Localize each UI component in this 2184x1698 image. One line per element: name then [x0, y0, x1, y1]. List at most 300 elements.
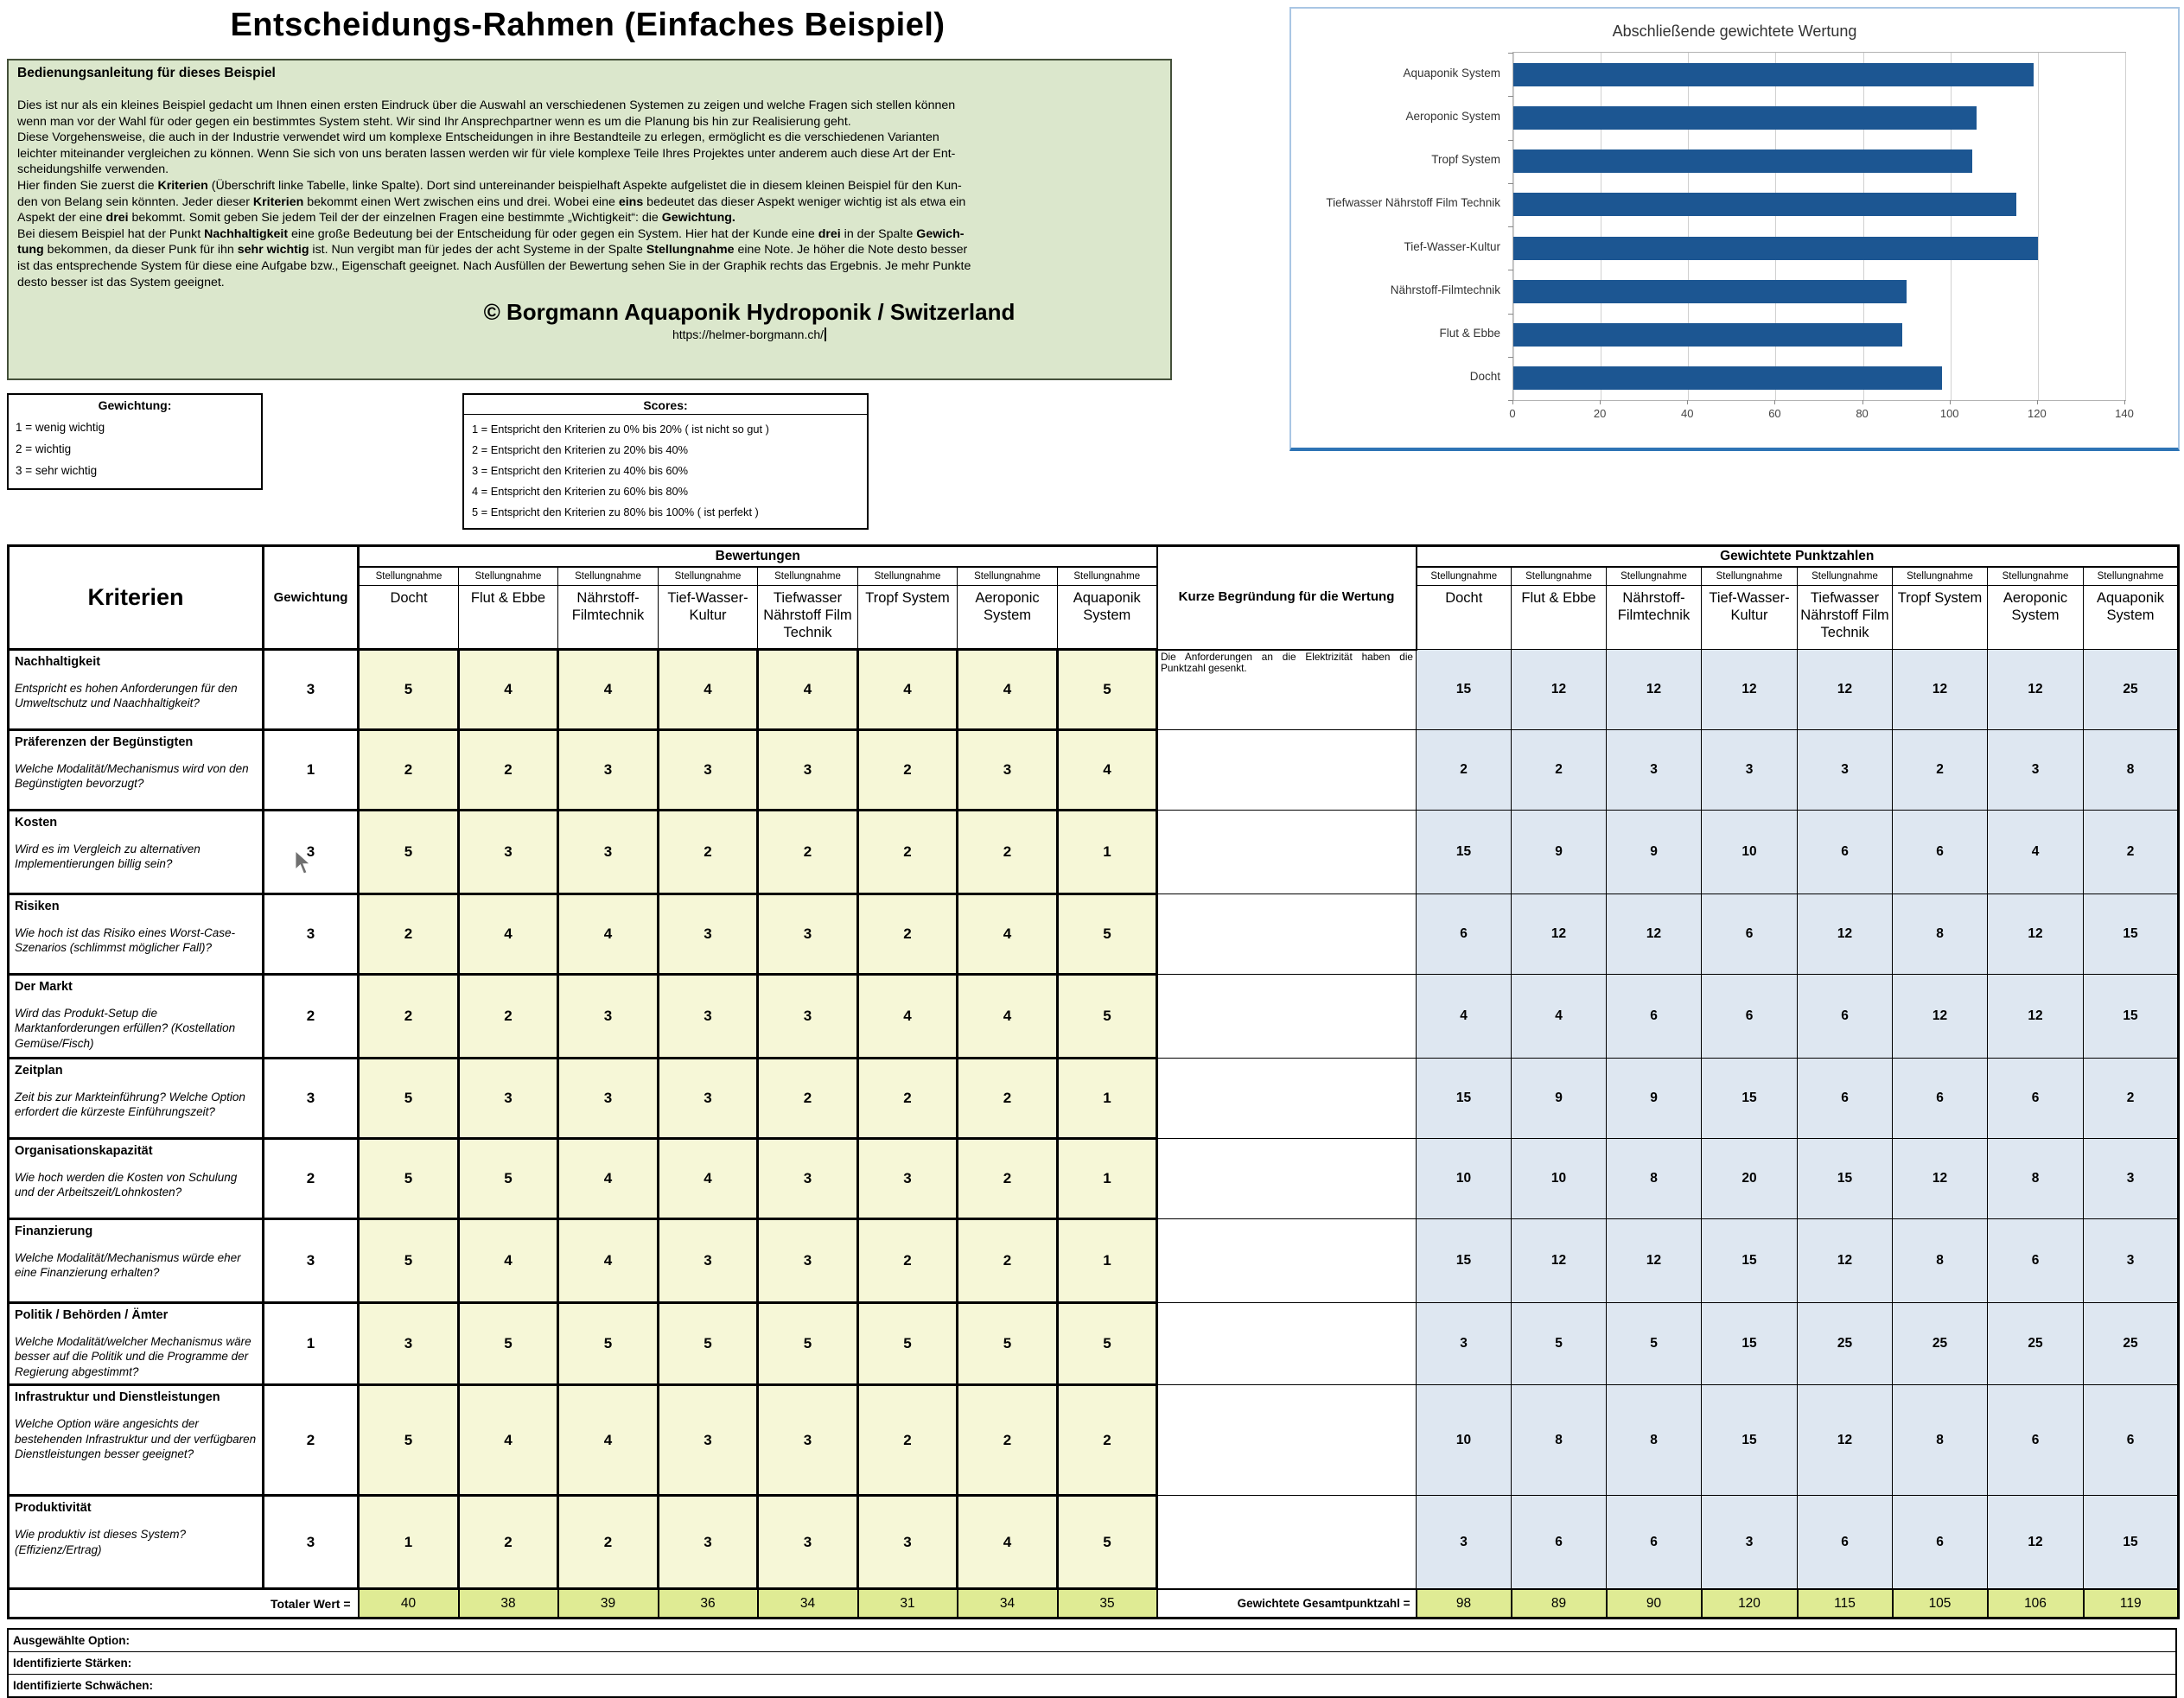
rating-cell[interactable]: 5 — [659, 1303, 758, 1385]
scores-legend-item: 4 = Entspricht den Kriterien zu 60% bis 80% — [472, 485, 689, 498]
weighted-cell[interactable]: 15 — [1417, 811, 1512, 894]
weighted-cell[interactable]: 6 — [1988, 1385, 2084, 1496]
rating-cell[interactable]: 4 — [858, 975, 958, 1059]
weighted-cell[interactable]: 12 — [1607, 894, 1702, 975]
weighted-cell[interactable]: 2 — [2084, 811, 2179, 894]
weighted-cell[interactable]: 12 — [1893, 1139, 1988, 1219]
weighted-cell[interactable]: 6 — [1607, 1496, 1702, 1589]
weighted-cell[interactable]: 3 — [2084, 1219, 2179, 1303]
weight-cell[interactable]: 3 — [264, 1496, 359, 1589]
weighted-cell[interactable]: 8 — [1893, 1219, 1988, 1303]
rating-cell[interactable]: 2 — [659, 811, 758, 894]
weighted-cell[interactable]: 15 — [1417, 650, 1512, 730]
instruction-line: Aspekt der eine drei bekommt. Somit geben Sie jedem Teil der der einzelnen Fragen eine bestimmte „Wichtigkeit“: die Gewichtung. — [17, 211, 735, 226]
weighted-cell[interactable]: 2 — [1893, 730, 1988, 811]
weighted-score-chart[interactable] — [1289, 7, 2180, 451]
weighted-total-cell[interactable]: 98 — [1417, 1589, 1512, 1619]
gewichtung-legend-item: 2 = wichtig — [16, 442, 72, 455]
weighted-cell[interactable]: 12 — [1512, 650, 1607, 730]
weighted-cell[interactable]: 12 — [1512, 1219, 1607, 1303]
scores-legend-item: 1 = Entspricht den Kriterien zu 0% bis 20% ( ist nicht so gut ) — [472, 423, 769, 436]
weighted-cell[interactable]: 6 — [1417, 894, 1512, 975]
weighted-cell[interactable]: 3 — [2084, 1139, 2179, 1219]
rating-cell[interactable]: 5 — [1058, 1496, 1157, 1589]
weighted-cell[interactable]: 9 — [1512, 1059, 1607, 1139]
scores-legend-item: 2 = Entspricht den Kriterien zu 20% bis 40% — [472, 443, 689, 456]
instruction-line: wenn man vor der Wahl für oder gegen ein bestimmtes System steht. Wir sind Ihr Ansprechpartner wenn es um die Planung bis hin zur Realisierung geht. — [17, 114, 851, 129]
mouse-cursor — [294, 849, 316, 883]
instruction-line: ist das entsprechende System für diese eine Aufgabe bzw., Eigenschaft geeignet. Nach Ausfüllen der Bewertung sehen Sie in der Graphik rechts das Ergebnis. Je mehr Punkte — [17, 258, 971, 273]
rating-cell[interactable]: 1 — [1058, 1059, 1157, 1139]
rating-cell[interactable]: 5 — [558, 1303, 659, 1385]
weighted-cell[interactable]: 15 — [1417, 1059, 1512, 1139]
weighted-cell[interactable]: 12 — [1607, 1219, 1702, 1303]
rating-cell[interactable]: 3 — [558, 811, 659, 894]
weighted-cell[interactable]: 15 — [1702, 1219, 1798, 1303]
rating-cell[interactable]: 4 — [459, 650, 558, 730]
rating-cell[interactable]: 4 — [459, 1219, 558, 1303]
weighted-cell[interactable]: 6 — [1988, 1059, 2084, 1139]
chart-x-tick-label: 80 — [1856, 407, 1869, 420]
weighted-cell[interactable]: 8 — [1607, 1139, 1702, 1219]
weighted-cell[interactable]: 3 — [1417, 1303, 1512, 1385]
justification-cell[interactable] — [1157, 730, 1417, 811]
criterion-title: Der Markt — [15, 980, 73, 994]
rating-cell[interactable]: 5 — [359, 1385, 459, 1496]
rating-cell[interactable]: 4 — [958, 894, 1058, 975]
weighted-cell[interactable]: 8 — [1988, 1139, 2084, 1219]
weighted-cell[interactable]: 6 — [1798, 975, 1893, 1059]
weighted-cell[interactable]: 6 — [1893, 811, 1988, 894]
rating-cell[interactable]: 4 — [659, 650, 758, 730]
criterion-cell[interactable] — [9, 650, 264, 730]
weighted-cell[interactable]: 12 — [1893, 650, 1988, 730]
rating-cell[interactable]: 5 — [359, 1139, 459, 1219]
weighted-cell[interactable]: 6 — [1988, 1219, 2084, 1303]
weighted-cell[interactable]: 12 — [1798, 650, 1893, 730]
weighted-cell[interactable]: 8 — [1512, 1385, 1607, 1496]
rating-cell[interactable]: 3 — [758, 1219, 858, 1303]
weighted-cell[interactable]: 25 — [2084, 650, 2179, 730]
instruction-line: scheidungshilfe verwenden. — [17, 162, 169, 177]
rating-cell[interactable]: 3 — [459, 811, 558, 894]
weighted-cell[interactable]: 3 — [1417, 1496, 1512, 1589]
weighted-cell[interactable]: 8 — [1893, 1385, 1988, 1496]
rating-cell[interactable]: 5 — [1058, 1303, 1157, 1385]
rating-cell[interactable]: 3 — [758, 1385, 858, 1496]
chart-x-tick-label: 120 — [2027, 407, 2047, 420]
weighted-cell[interactable]: 6 — [1702, 975, 1798, 1059]
rating-cell[interactable]: 2 — [459, 975, 558, 1059]
chart-x-tick-label: 20 — [1593, 407, 1607, 420]
rating-cell[interactable]: 3 — [758, 975, 858, 1059]
weighted-cell[interactable]: 15 — [1702, 1385, 1798, 1496]
weighted-cell[interactable]: 8 — [1607, 1385, 1702, 1496]
rating-cell[interactable]: 2 — [958, 1059, 1058, 1139]
rating-cell[interactable]: 5 — [459, 1139, 558, 1219]
weighted-cell[interactable]: 25 — [1893, 1303, 1988, 1385]
rating-cell[interactable]: 3 — [659, 1059, 758, 1139]
rating-cell[interactable]: 3 — [659, 894, 758, 975]
scores-legend-box — [462, 393, 869, 530]
justification-cell[interactable] — [1157, 894, 1417, 975]
stellungnahme-label: Stellungnahme — [359, 567, 459, 586]
justification-cell[interactable] — [1157, 650, 1417, 730]
system-header: Tiefwasser Nährstoff Film Technik — [758, 586, 858, 650]
system-header: Flut & Ebbe — [1512, 586, 1607, 650]
rating-cell[interactable]: 4 — [958, 650, 1058, 730]
total-cell[interactable]: 40 — [359, 1589, 459, 1619]
weight-cell[interactable]: 3 — [264, 811, 359, 894]
weighted-cell[interactable]: 4 — [1417, 975, 1512, 1059]
rating-cell[interactable]: 3 — [758, 1139, 858, 1219]
weighted-cell[interactable]: 9 — [1512, 811, 1607, 894]
rating-cell[interactable]: 3 — [758, 730, 858, 811]
chart-category-label: Docht — [1469, 370, 1500, 384]
stellungnahme-label: Stellungnahme — [558, 567, 659, 586]
weighted-cell[interactable]: 15 — [1798, 1139, 1893, 1219]
rating-cell[interactable]: 2 — [558, 1496, 659, 1589]
criterion-row — [9, 1303, 2179, 1385]
column-header-begruendung: Kurze Begründung für die Wertung — [1157, 546, 1417, 650]
rating-cell[interactable]: 1 — [1058, 1219, 1157, 1303]
system-header: Aquaponik System — [2084, 586, 2179, 650]
criterion-row — [9, 1496, 2179, 1589]
rating-cell[interactable]: 3 — [758, 1496, 858, 1589]
weighted-cell[interactable]: 3 — [1798, 730, 1893, 811]
weighted-cell[interactable]: 12 — [1988, 1496, 2084, 1589]
rating-cell[interactable]: 2 — [359, 975, 459, 1059]
total-cell[interactable]: 36 — [659, 1589, 758, 1619]
total-cell[interactable]: 34 — [758, 1589, 858, 1619]
chart-bar-row — [1513, 53, 2125, 96]
total-cell[interactable]: 35 — [1058, 1589, 1157, 1619]
rating-cell[interactable]: 2 — [359, 730, 459, 811]
justification-cell[interactable] — [1157, 975, 1417, 1059]
weighted-cell[interactable]: 3 — [1702, 1496, 1798, 1589]
stellungnahme-label: Stellungnahme — [758, 567, 858, 586]
rating-cell[interactable]: 3 — [659, 1219, 758, 1303]
rating-cell[interactable]: 3 — [659, 730, 758, 811]
rating-cell[interactable]: 2 — [858, 1059, 958, 1139]
rating-cell[interactable]: 3 — [659, 975, 758, 1059]
weighted-cell[interactable]: 12 — [1988, 894, 2084, 975]
rating-cell[interactable]: 2 — [758, 1059, 858, 1139]
rating-cell[interactable]: 4 — [558, 1219, 659, 1303]
weighted-cell[interactable]: 12 — [1607, 650, 1702, 730]
rating-cell[interactable]: 2 — [958, 1385, 1058, 1496]
rating-cell[interactable]: 4 — [558, 1139, 659, 1219]
weighted-cell[interactable]: 8 — [2084, 730, 2179, 811]
chart-bar — [1513, 193, 2016, 216]
weighted-total-cell[interactable]: 119 — [2084, 1589, 2179, 1619]
rating-cell[interactable]: 3 — [558, 975, 659, 1059]
chart-bar-row — [1513, 357, 2125, 400]
weighted-cell[interactable]: 25 — [1988, 1303, 2084, 1385]
weighted-cell[interactable]: 9 — [1607, 811, 1702, 894]
justification-cell[interactable] — [1157, 1303, 1417, 1385]
rating-cell[interactable]: 5 — [758, 1303, 858, 1385]
weight-cell[interactable]: 1 — [264, 730, 359, 811]
system-header: Aeroponic System — [1988, 586, 2084, 650]
weighted-cell[interactable]: 9 — [1607, 1059, 1702, 1139]
weighted-cell[interactable]: 6 — [1702, 894, 1798, 975]
justification-cell[interactable] — [1157, 1219, 1417, 1303]
rating-cell[interactable]: 3 — [659, 1496, 758, 1589]
rating-cell[interactable]: 5 — [359, 1219, 459, 1303]
weighted-cell[interactable]: 2 — [1417, 730, 1512, 811]
summary-footer-box — [7, 1628, 2177, 1698]
rating-cell[interactable]: 4 — [659, 1139, 758, 1219]
footer-label: Ausgewählte Option: — [13, 1634, 130, 1647]
rating-cell[interactable]: 2 — [758, 811, 858, 894]
weighted-cell[interactable]: 6 — [1798, 1059, 1893, 1139]
website-url-text: https://helmer-borgmann.ch/ — [672, 328, 825, 342]
rating-cell[interactable]: 3 — [858, 1496, 958, 1589]
column-header-kriterien: Kriterien — [9, 546, 264, 650]
total-cell[interactable]: 38 — [459, 1589, 558, 1619]
chart-x-tickmark — [1862, 400, 1863, 404]
footer-row[interactable] — [9, 1651, 2175, 1674]
stellungnahme-label: Stellungnahme — [1512, 567, 1607, 586]
rating-cell[interactable]: 3 — [958, 730, 1058, 811]
weighted-cell[interactable]: 6 — [1607, 975, 1702, 1059]
chart-category-label: Tropf System — [1431, 153, 1500, 167]
weighted-cell[interactable]: 10 — [1512, 1139, 1607, 1219]
chart-x-tickmark — [2037, 400, 2038, 404]
justification-cell[interactable] — [1157, 1385, 1417, 1496]
weight-cell[interactable]: 3 — [264, 1219, 359, 1303]
weighted-cell[interactable]: 10 — [1417, 1139, 1512, 1219]
weighted-cell[interactable]: 6 — [1893, 1059, 1988, 1139]
rating-cell[interactable]: 2 — [958, 811, 1058, 894]
weighted-cell[interactable]: 2 — [1512, 730, 1607, 811]
stellungnahme-label: Stellungnahme — [958, 567, 1058, 586]
rating-cell[interactable]: 2 — [858, 894, 958, 975]
rating-cell[interactable]: 3 — [558, 730, 659, 811]
chart-bar-row — [1513, 140, 2125, 183]
weighted-total-cell[interactable]: 106 — [1988, 1589, 2084, 1619]
rating-cell[interactable]: 3 — [858, 1139, 958, 1219]
gewichtung-legend-items — [16, 421, 254, 477]
rating-cell[interactable]: 3 — [359, 1303, 459, 1385]
rating-cell[interactable]: 2 — [958, 1139, 1058, 1219]
rating-cell[interactable]: 3 — [659, 1385, 758, 1496]
instruction-line: leichter miteinander vergleichen zu können. Wenn Sie sich von uns beraten lassen werden wir für viele komplexe Teile Ihres Projektes unter anderem auch diese Art der Ent- — [17, 146, 956, 161]
weight-cell[interactable]: 1 — [264, 1303, 359, 1385]
weighted-cell[interactable]: 3 — [1988, 730, 2084, 811]
rating-cell[interactable]: 3 — [758, 894, 858, 975]
rating-cell[interactable]: 4 — [1058, 730, 1157, 811]
rating-cell[interactable]: 1 — [1058, 1139, 1157, 1219]
weight-cell[interactable]: 3 — [264, 650, 359, 730]
criterion-title: Kosten — [15, 816, 58, 830]
weighted-cell[interactable]: 3 — [1702, 730, 1798, 811]
weighted-cell[interactable]: 20 — [1702, 1139, 1798, 1219]
rating-cell[interactable]: 5 — [1058, 975, 1157, 1059]
weighted-cell[interactable]: 10 — [1417, 1385, 1512, 1496]
rating-cell[interactable]: 4 — [858, 650, 958, 730]
footer-row[interactable] — [9, 1674, 2175, 1696]
instruction-lines — [17, 98, 1162, 290]
weight-cell[interactable]: 2 — [264, 1139, 359, 1219]
weighted-cell[interactable]: 12 — [1798, 1385, 1893, 1496]
rating-cell[interactable]: 5 — [1058, 650, 1157, 730]
weighted-total-cell[interactable]: 90 — [1607, 1589, 1702, 1619]
weighted-cell[interactable]: 10 — [1702, 811, 1798, 894]
rating-cell[interactable]: 2 — [858, 730, 958, 811]
rating-cell[interactable]: 5 — [359, 811, 459, 894]
rating-cell[interactable]: 2 — [858, 1385, 958, 1496]
rating-cell[interactable]: 4 — [558, 894, 659, 975]
chart-x-tickmark — [1774, 400, 1775, 404]
rating-cell[interactable]: 3 — [558, 1059, 659, 1139]
weighted-cell[interactable]: 12 — [1702, 650, 1798, 730]
weighted-cell[interactable]: 25 — [1798, 1303, 1893, 1385]
criterion-title: Risiken — [15, 900, 60, 913]
chart-category-labels — [1295, 52, 1507, 399]
weighted-cell[interactable]: 12 — [1988, 975, 2084, 1059]
chart-category-label: Tief-Wasser-Kultur — [1404, 239, 1500, 253]
rating-cell[interactable]: 2 — [858, 1219, 958, 1303]
rating-cell[interactable]: 5 — [359, 1059, 459, 1139]
text-caret — [825, 328, 826, 341]
weight-cell[interactable]: 2 — [264, 1385, 359, 1496]
total-cell[interactable]: 34 — [958, 1589, 1058, 1619]
column-header-gewichtung: Gewichtung — [264, 546, 359, 650]
rating-cell[interactable]: 1 — [359, 1496, 459, 1589]
chart-bar — [1513, 149, 1972, 173]
criterion-cell[interactable] — [9, 1139, 264, 1219]
rating-cell[interactable]: 3 — [459, 1059, 558, 1139]
weighted-cell[interactable]: 5 — [1512, 1303, 1607, 1385]
weighted-cell[interactable]: 4 — [1512, 975, 1607, 1059]
criterion-cell[interactable] — [9, 1059, 264, 1139]
rating-cell[interactable]: 4 — [459, 1385, 558, 1496]
chart-bar-row — [1513, 314, 2125, 357]
weighted-cell[interactable]: 4 — [1988, 811, 2084, 894]
rating-cell[interactable]: 4 — [558, 650, 659, 730]
justification-cell[interactable] — [1157, 1496, 1417, 1589]
chart-x-tickmark — [1600, 400, 1601, 404]
rating-cell[interactable]: 5 — [459, 1303, 558, 1385]
rating-cell[interactable]: 2 — [858, 811, 958, 894]
weighted-cell[interactable]: 5 — [1607, 1303, 1702, 1385]
weighted-cell[interactable]: 12 — [1798, 894, 1893, 975]
chart-x-tick-label: 140 — [2115, 407, 2134, 420]
chart-x-tickmark — [2124, 400, 2125, 404]
rating-cell[interactable]: 2 — [359, 894, 459, 975]
weighted-cell[interactable]: 12 — [1988, 650, 2084, 730]
weighted-total-cell[interactable]: 120 — [1702, 1589, 1798, 1619]
rating-cell[interactable]: 2 — [958, 1219, 1058, 1303]
gewichtung-legend-item: 1 = wenig wichtig — [16, 421, 105, 434]
rating-cell[interactable]: 5 — [858, 1303, 958, 1385]
weighted-cell[interactable]: 15 — [2084, 894, 2179, 975]
criterion-row — [9, 1139, 2179, 1219]
weighted-cell[interactable]: 6 — [1893, 1496, 1988, 1589]
stellungnahme-label: Stellungnahme — [1702, 567, 1798, 586]
weighted-cell[interactable]: 6 — [2084, 1385, 2179, 1496]
stellungnahme-label: Stellungnahme — [459, 567, 558, 586]
weighted-cell[interactable]: 6 — [1798, 1496, 1893, 1589]
criterion-row — [9, 894, 2179, 975]
rating-cell[interactable]: 4 — [958, 975, 1058, 1059]
weighted-cell[interactable]: 15 — [1417, 1219, 1512, 1303]
criterion-cell[interactable] — [9, 975, 264, 1059]
weighted-cell[interactable]: 15 — [1702, 1059, 1798, 1139]
criterion-cell[interactable] — [9, 894, 264, 975]
weighted-cell[interactable]: 25 — [2084, 1303, 2179, 1385]
rating-cell[interactable]: 4 — [459, 894, 558, 975]
criterion-cell[interactable] — [9, 811, 264, 894]
website-link[interactable] — [177, 328, 1321, 341]
criterion-cell[interactable] — [9, 730, 264, 811]
total-cell[interactable]: 39 — [558, 1589, 659, 1619]
instruction-line: tung bekommen, da dieser Punk für ihn sehr wichtig ist. Nun vergibt man für jedes der acht Systeme in der Spalte Stellungnahme eine Note. Je höher die Note desto besser — [17, 243, 968, 258]
weighted-cell[interactable]: 3 — [1607, 730, 1702, 811]
rating-cell[interactable]: 2 — [459, 1496, 558, 1589]
group-header-punktzahlen: Gewichtete Punktzahlen — [1417, 546, 2179, 567]
criterion-question: Entspricht es hohen Anforderungen für den Umweltschutz und Naachhaltigkeit? — [15, 681, 238, 710]
rating-cell[interactable]: 2 — [459, 730, 558, 811]
weighted-cell[interactable]: 12 — [1893, 975, 1988, 1059]
weighted-cell[interactable]: 2 — [2084, 1059, 2179, 1139]
instruction-box — [7, 59, 1172, 380]
weighted-total-cell[interactable]: 105 — [1893, 1589, 1988, 1619]
rating-cell[interactable]: 4 — [558, 1385, 659, 1496]
chart-bar — [1513, 237, 2038, 260]
rating-cell[interactable]: 5 — [958, 1303, 1058, 1385]
rating-cell[interactable]: 5 — [1058, 894, 1157, 975]
weighted-cell[interactable]: 15 — [1702, 1303, 1798, 1385]
justification-cell[interactable] — [1157, 1139, 1417, 1219]
scores-legend-item: 5 = Entspricht den Kriterien zu 80% bis 100% ( ist perfekt ) — [472, 506, 759, 518]
weighted-cell[interactable]: 6 — [1798, 811, 1893, 894]
chart-bar — [1513, 366, 1942, 390]
rating-cell[interactable]: 4 — [958, 1496, 1058, 1589]
criterion-question: Zeit bis zur Markteinführung? Welche Option erfordert die kürzeste Einführungszeit? — [15, 1090, 245, 1119]
weight-cell[interactable]: 2 — [264, 975, 359, 1059]
weighted-total-cell[interactable]: 89 — [1512, 1589, 1607, 1619]
weight-cell[interactable]: 3 — [264, 1059, 359, 1139]
rating-cell[interactable]: 1 — [1058, 811, 1157, 894]
weighted-cell[interactable]: 6 — [1512, 1496, 1607, 1589]
total-cell[interactable]: 31 — [858, 1589, 958, 1619]
weight-cell[interactable]: 3 — [264, 894, 359, 975]
criterion-cell[interactable] — [9, 1219, 264, 1303]
rating-cell[interactable]: 2 — [1058, 1385, 1157, 1496]
weighted-cell[interactable]: 15 — [2084, 1496, 2179, 1589]
criterion-title: Politik / Behörden / Ämter — [15, 1308, 169, 1322]
justification-cell[interactable] — [1157, 811, 1417, 894]
criterion-cell[interactable] — [9, 1303, 264, 1385]
rating-cell[interactable]: 4 — [758, 650, 858, 730]
weighted-total-cell[interactable]: 115 — [1798, 1589, 1893, 1619]
weighted-cell[interactable]: 8 — [1893, 894, 1988, 975]
system-header: Docht — [359, 586, 459, 650]
chart-gridline — [2125, 53, 2126, 400]
weighted-cell[interactable]: 15 — [2084, 975, 2179, 1059]
criterion-cell[interactable] — [9, 1496, 264, 1589]
rating-cell[interactable]: 5 — [359, 650, 459, 730]
footer-row[interactable] — [9, 1630, 2175, 1651]
weighted-cell[interactable]: 12 — [1512, 894, 1607, 975]
weighted-cell[interactable]: 12 — [1798, 1219, 1893, 1303]
chart-category-label: Aeroponic System — [1405, 109, 1500, 123]
criterion-cell[interactable] — [9, 1385, 264, 1496]
justification-cell[interactable] — [1157, 1059, 1417, 1139]
